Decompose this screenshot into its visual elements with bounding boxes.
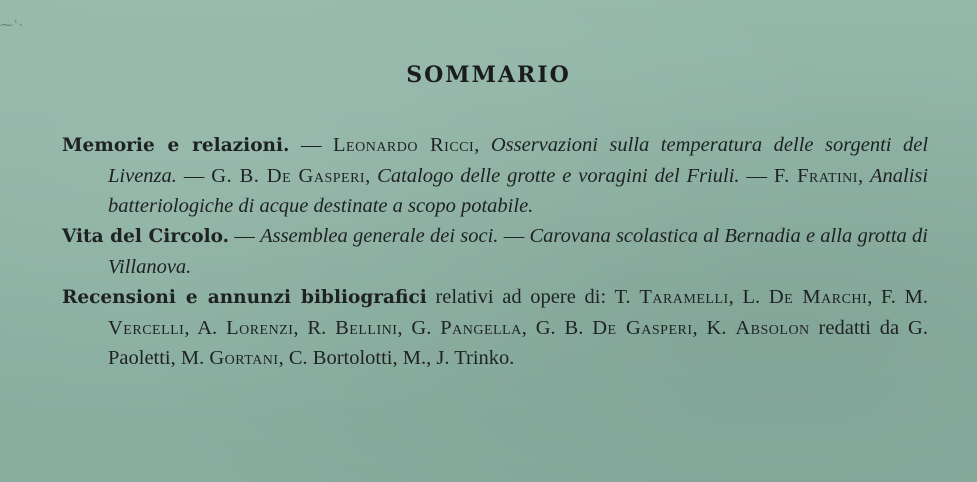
- author-name: De Marchi: [768, 286, 868, 308]
- author-name: Absolon: [735, 317, 810, 339]
- punctuation: ,: [857, 165, 870, 187]
- author-name: F. Fratini: [773, 165, 858, 187]
- author-name: Bellini: [335, 317, 398, 339]
- punctuation: ,: [365, 165, 378, 187]
- punctuation: ,: [474, 134, 491, 156]
- toc-entry-memorie: [62, 130, 928, 221]
- section-heading: Vita del Circolo.: [62, 226, 230, 247]
- work-title: Assemblea generale dei soci.: [260, 225, 499, 247]
- body-text: relativi ad opere di: T.: [426, 286, 640, 308]
- body-text: , L.: [728, 286, 769, 308]
- work-title: Catalogo delle grotte e voragini del Friuli.: [377, 165, 740, 187]
- author-name: De Gasperi: [592, 317, 693, 339]
- corner-mark: ⁓ꞌ·: [0, 18, 24, 33]
- work-title: Analisi batteriologiche di acque destinate a scopo potabile.: [108, 165, 929, 217]
- separator: —: [289, 134, 334, 156]
- author-name: G. B. De Gasperi: [211, 165, 366, 187]
- separator: —: [498, 225, 530, 247]
- separator: —: [739, 165, 774, 187]
- body-text: , G. B.: [521, 317, 593, 339]
- body-text: , G.: [397, 317, 441, 339]
- separator: —: [176, 165, 212, 187]
- body-text: redatti da G. Paoletti, M.: [108, 317, 928, 369]
- section-heading: Recensioni e annunzi bibliografici: [62, 287, 427, 308]
- body-text: , C. Bortolotti, M., J. Trinko.: [278, 347, 515, 369]
- body-text: , K.: [692, 317, 736, 339]
- work-title: Carovana scolastica al Bernadia e alla grotta di Villanova.: [108, 225, 929, 278]
- work-title: Osservazioni sulla temperatura delle sorgenti del Livenza.: [108, 134, 929, 187]
- author-name: Leonardo Ricci: [333, 134, 475, 156]
- body-text: , A.: [184, 317, 227, 339]
- separator: —: [229, 225, 261, 247]
- author-name: Taramelli: [639, 286, 729, 308]
- toc-entry-vita: [62, 221, 928, 282]
- author-name: Pangella: [440, 317, 522, 339]
- author-name: Lorenzi: [226, 317, 294, 339]
- page-title: SOMMARIO: [406, 62, 571, 88]
- author-name: Gortani: [209, 347, 279, 369]
- body-text: , R.: [293, 317, 336, 339]
- toc-entry-recensioni: [62, 282, 928, 373]
- table-of-contents: [62, 130, 928, 373]
- section-heading: Memorie e relazioni.: [62, 135, 290, 156]
- body-text: , F. M.: [867, 286, 928, 308]
- author-name: Vercelli: [108, 317, 185, 339]
